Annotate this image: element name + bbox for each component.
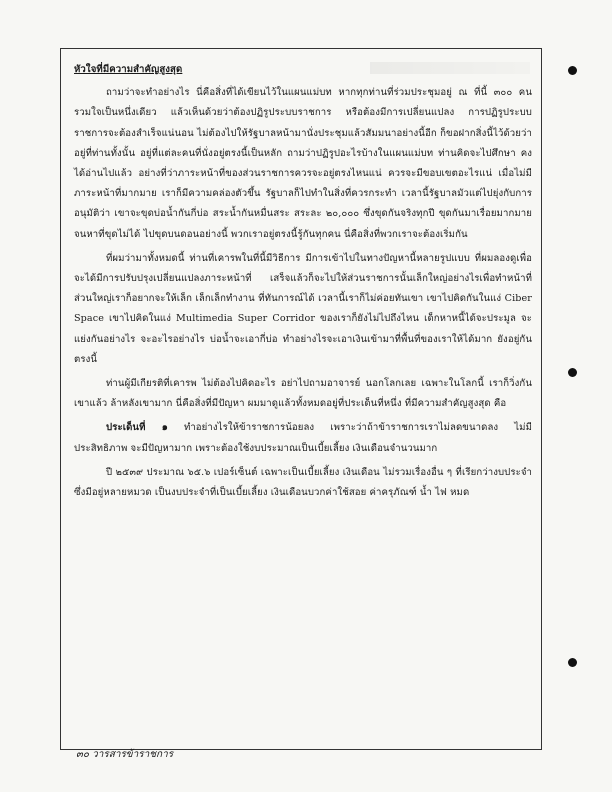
punch-hole-middle — [568, 368, 577, 377]
paragraph-1: ถามว่าจะทำอย่างไร นี่คือสิ่งที่ได้เขียนไว้ในแผนแม่บท หากทุกท่านที่ร่วมประชุมอยู่ ณ ที่นี้ ๓๐๐ คน รวมใจเป็นหนึ่งเดียว แล้วเห็นด้วยว่าต้องปฏิรูประบบราชการ หรือต้องมีการเปลี่ยนแปลง การปฏิรูประบบราชการจะต้องสำเร็จแน่นอน ไม่ต้องไปให้รัฐบาลหน้ามานั่งประชุมแล้วสัมมนาอย่างนี้อีก ก็ขอฝากสิ่งนี้ไว้ด้วยว่า อยู่ที่ท่านทั้งนั้น อยู่ที่แต่ละคนที่นั่งอยู่ตรงนี้เป็นหลัก ถามว่าปฏิรูปอะไรบ้างในแผนแม่บท ท่านคิดจะไปศึกษา คงได้อ่านไปแล้ว อย่างที่ว่าภาระหน้าที่ของส่วนราชการควรจะอยู่ตรงไหนแน่ ควรจะมีขอบเขตอะไรแน่ เมื่อไม่มีภาระหน้าที่มากมาย เราก็มีความคล่องตัวขึ้น รัฐบาลก็ไปทำในสิ่งที่ควรกระทำ เวลานี้รัฐบาลมัวแต่ไปยุ่งกับการอนุมัติว่า เขาจะขุดบ่อน้ำกันกี่บ่อ สระน้ำกันหมื่นสระ สระละ ๒๐,๐๐๐ ซึ่งขุดกันจริงทุกปี ขุดกันมาเรื่อยมากมาย จนหาที่ขุดไม่ได้ ไปขุดบนดอนอย่างนี้ พวกเราอยู่ตรงนี้รู้กันทุกคน นี่คือสิ่งที่พวกเราจะต้องเริ่มกัน — [74, 87, 532, 240]
paragraph-2: ที่ผมว่ามาทั้งหมดนี้ ท่านที่เคารพในที่นี้มีวิธีการ มีการเข้าไปในทางปัญหานี้หลายรูปแบบ ที่ผมลองดูเพื่อจะได้มีการปรับปรุงเปลี่ยนแปลงภาระหน้าที่ เสร็จแล้วก็จะไปให้ส่วนราชการนั้นเล็กใหญ่อย่างไรเพื่อทำหน้าที่ ส่วนใหญ่เราก็อยากจะให้เล็ก เล็กเล็กทำงาน ที่ทันการณ์ได้ เวลานี้เราก็ไม่ค่อยทันเขา เขาไปคิดกันในแง่ Ciber Space เขาไปคิดในแง่ Multimedia Super Corridor ของเราก็ยังไม่ไปถึงไหน เด็กหาหนี้ได้จะประมูล จะแย่งกันอย่างไร จะอะไรอย่างไร บ่อน้ำจะเอากี่บ่อ ทำอย่างไรจะเอาเงินเข้ามาที่พื้นที่ของเราให้ได้มาก ยังอยู่กันตรงนี้ — [74, 252, 532, 365]
point-text: ทำอย่างไรให้ข้าราชการน้อยลง เพราะว่าถ้าข้าราชการเราไม่ลดขนาดลง ไม่มีประสิทธิภาพ จะมีปัญหามาก เพราะต้องใช้งบประมาณเป็นเบี้ยเลี้ยง เงินเดือนจำนวนมาก — [74, 422, 532, 454]
article-body — [74, 60, 532, 507]
paragraph-3: ท่านผู้มีเกียรติที่เคารพ ไม่ต้องไปคิดอะไร อย่าไปถามอาจารย์ นอกโลกเลย เฉพาะในโลกนี้ เราก็วิ่งกันเขาแล้ว ล้าหลังเขามาก นี่คือสิ่งที่มีปัญหา ผมมาดูแล้วทั้งหมดอยู่ที่ประเด็นที่หนึ่ง ที่มีความสำคัญสูงสุด คือ — [74, 378, 532, 410]
punch-hole-top — [568, 66, 577, 75]
paragraph-last: ปี ๒๕๓๙ ประมาณ ๖๕.๖ เปอร์เซ็นต์ เฉพาะเป็นเบี้ยเลี้ยง เงินเดือน ไม่รวมเรื่องอื่น ๆ ที่เรียกว่างบประจำซึ่งมีอยู่หลายหมวด เป็นงบประจำที่เป็นเบี้ยเลี้ยง เงินเดือนบวกค่าใช้สอย ค่าครุภัณฑ์ น้ำ ไฟ หมด — [74, 466, 532, 499]
punch-hole-bottom — [568, 658, 577, 667]
page-footer: ๓๐ วารสารข้าราชการ — [76, 749, 174, 760]
point-paragraph — [74, 418, 532, 458]
section-heading: หัวใจที่มีความสำคัญสูงสุด — [74, 64, 183, 75]
point-label: ประเด็นที่ ๑ — [106, 422, 168, 434]
